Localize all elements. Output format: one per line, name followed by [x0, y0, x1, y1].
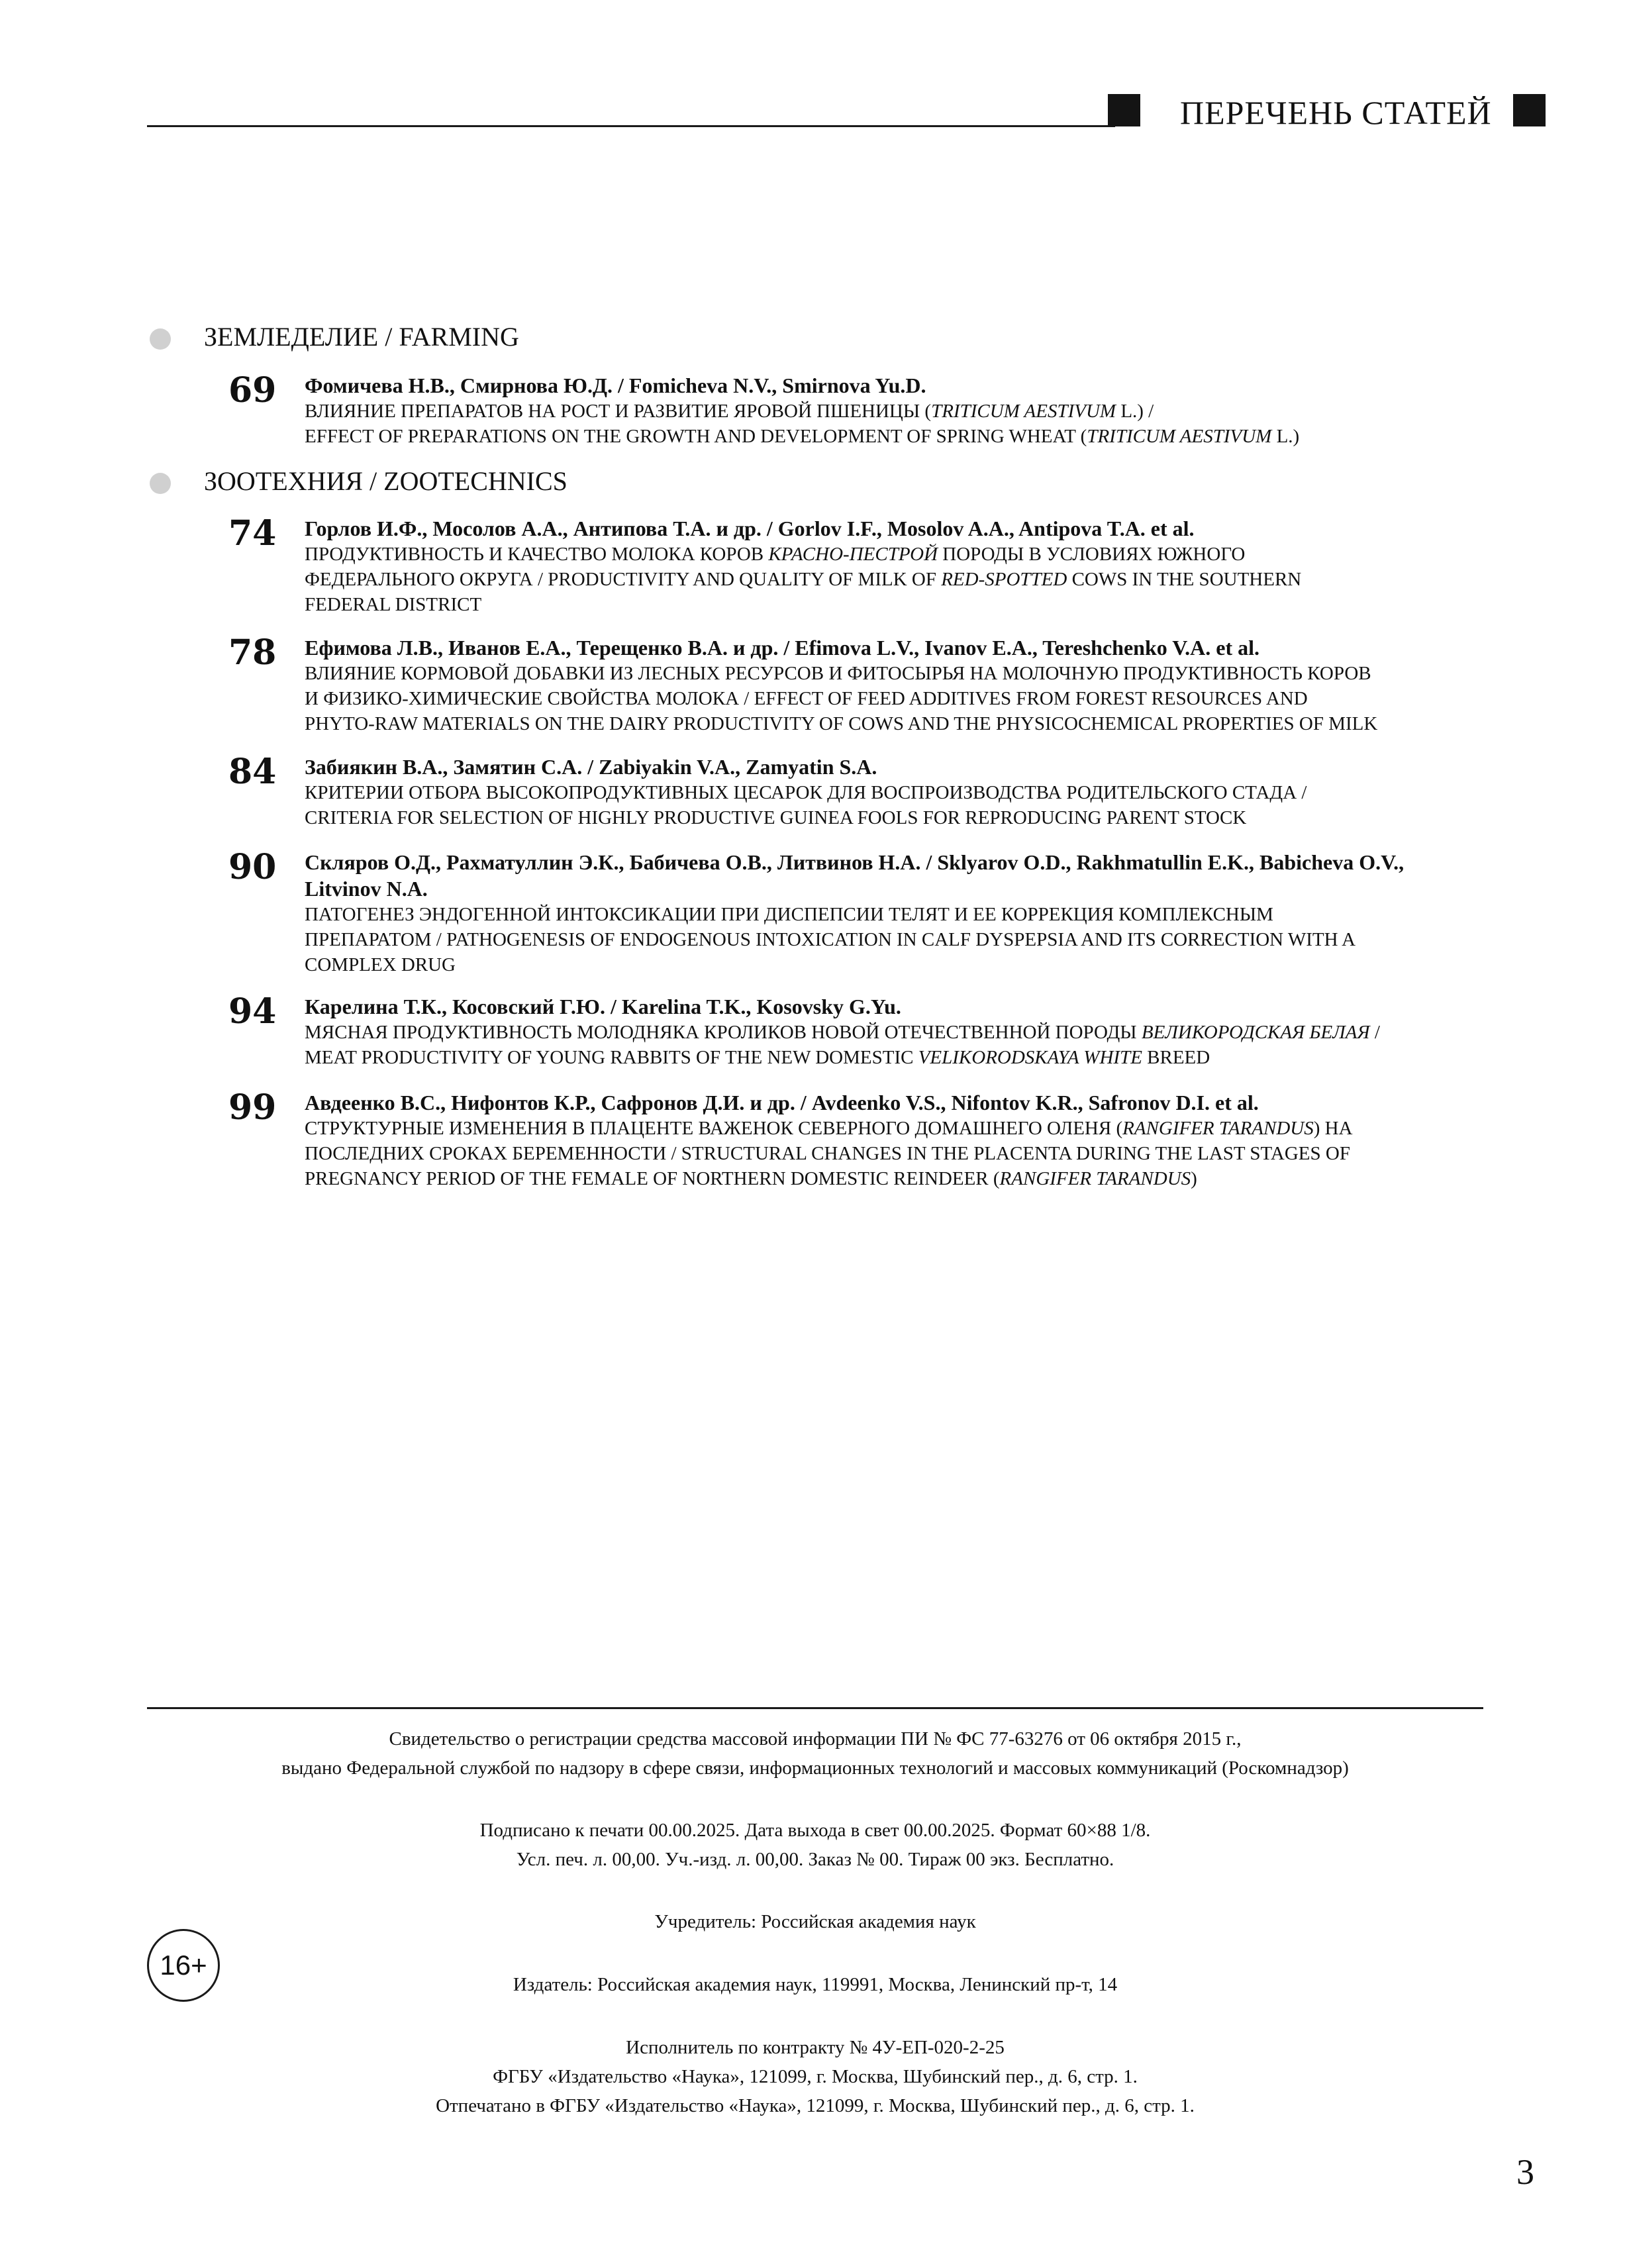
registration-info: [147, 1724, 1483, 1783]
article-page-number: 94: [228, 991, 277, 1032]
print-info-line: Подписано к печати 00.00.2025. Дата выхода в свет 00.00.2025. Формат 60×88 1/8.: [479, 1820, 1151, 1841]
page-number: 3: [1516, 2152, 1534, 2192]
article-page-number: 78: [228, 632, 277, 673]
article-authors: Ефимова Л.В., Иванов Е.А., Терещенко В.А. и др. / Efimova L.V., Ivanov E.A., Tereshchenko V.A. et al.: [305, 636, 1260, 660]
article-authors: Скляров О.Д., Рахматуллин Э.К., Бабичева О.В., Литвинов Н.А. / Sklyarov O.D., Rakhmatullin E.K., Babicheva O.V., Litvinov N.A.: [305, 850, 1405, 901]
article-page-number: 69: [228, 370, 277, 411]
article-page-number: 84: [228, 752, 277, 792]
contractor-line: Отпечатано в ФГБУ «Издательство «Наука», 121099, г. Москва, Шубинский пер., д. 6, стр. 1.: [436, 2095, 1195, 2116]
article-authors: Фомичева Н.В., Смирнова Ю.Д. / Fomicheva N.V., Smirnova Yu.D.: [305, 373, 926, 397]
publisher-info: [147, 1970, 1483, 1999]
print-info: [147, 1816, 1483, 1874]
article-authors: Карелина Т.К., Косовский Г.Ю. / Karelina T.K., Kosovsky G.Yu.: [305, 995, 901, 1018]
section-bullet-icon: [150, 473, 171, 494]
registration-line: выдано Федеральной службой по надзору в сфере связи, информационных технологий и массовых коммуникаций (Роскомнадзор): [281, 1757, 1349, 1779]
founder-line: Учредитель: Российская академия наук: [654, 1911, 976, 1932]
article-authors: Авдеенко В.С., Нифонтов К.Р., Сафронов Д.И. и др. / Avdeenko V.S., Nifontov K.R., Safronov D.I. et al.: [305, 1091, 1259, 1114]
article-title: КРИТЕРИИ ОТБОРА ВЫСОКОПРОДУКТИВНЫХ ЦЕСАРОК ДЛЯ ВОСПРОИЗВОДСТВА РОДИТЕЛЬСКОГО СТАДА / CRITERIA FOR SELECTION OF HIGHLY PRODUCTIVE GUINEA FOOLS FOR REPRODUCING PARENT STOCK: [305, 782, 1307, 828]
age-rating-badge: 16+: [147, 1929, 220, 2002]
footer-rule: [147, 1707, 1483, 1709]
contractor-info: [147, 2033, 1483, 2120]
founder-info: [147, 1907, 1483, 1936]
section-title: ЗООТЕХНИЯ / ZOOTECHNICS: [204, 466, 567, 496]
article-title: ВЛИЯНИЕ ПРЕПАРАТОВ НА РОСТ И РАЗВИТИЕ ЯРОВОЙ ПШЕНИЦЫ (TRITICUM AESTIVUM L.) / EFFECT OF PREPARATIONS ON THE GROWTH AND DEVELOPMENT OF SPRING WHEAT (TRITICUM AESTIVUM L.): [305, 401, 1300, 447]
header-square-right: [1513, 94, 1546, 126]
registration-line: Свидетельство о регистрации средства массовой информации ПИ № ФС 77-63276 от 06 октября 2015 г.,: [389, 1728, 1242, 1750]
article-title: МЯСНАЯ ПРОДУКТИВНОСТЬ МОЛОДНЯКА КРОЛИКОВ НОВОЙ ОТЕЧЕСТВЕННОЙ ПОРОДЫ ВЕЛИКОРОДСКАЯ БЕЛАЯ / MEAT PRODUCTIVITY OF YOUNG RABBITS OF THE NEW DOMESTIC VELIKORODSKAYA WHITE BREED: [305, 1022, 1380, 1068]
article-page-number: 90: [228, 847, 277, 887]
print-info-line: Усл. печ. л. 00,00. Уч.-изд. л. 00,00. Заказ № 00. Тираж 00 экз. Бесплатно.: [516, 1849, 1114, 1870]
article-authors: Забиякин В.А., Замятин С.А. / Zabiyakin V.A., Zamyatin S.A.: [305, 755, 877, 779]
contractor-line: ФГБУ «Издательство «Наука», 121099, г. Москва, Шубинский пер., д. 6, стр. 1.: [493, 2066, 1138, 2087]
contractor-line: Исполнитель по контракту № 4У-ЕП-020-2-25: [626, 2037, 1005, 2058]
article-page-number: 74: [228, 513, 277, 554]
publisher-line: Издатель: Российская академия наук, 119991, Москва, Ленинский пр-т, 14: [513, 1974, 1118, 1995]
page-title: ПЕРЕЧЕНЬ СТАТЕЙ: [1180, 94, 1492, 131]
header-square-left: [1108, 94, 1140, 126]
article-page-number: 99: [228, 1087, 277, 1128]
article-title: СТРУКТУРНЫЕ ИЗМЕНЕНИЯ В ПЛАЦЕНТЕ ВАЖЕНОК СЕВЕРНОГО ДОМАШНЕГО ОЛЕНЯ (RANGIFER TARANDUS) НА ПОСЛЕДНИХ СРОКАХ БЕРЕМЕННОСТИ / STRUCTURAL CHANGES IN THE PLACENTA DURING THE LAST STAGES OF PREGNANCY PERIOD OF THE FEMALE OF NORTHERN DOMESTIC REINDEER (RANGIFER TARANDUS): [305, 1118, 1353, 1189]
article-authors: Горлов И.Ф., Мосолов А.А., Антипова Т.А. и др. / Gorlov I.F., Mosolov A.A., Antipova T.A. et al.: [305, 517, 1195, 540]
article-title: ПАТОГЕНЕЗ ЭНДОГЕННОЙ ИНТОКСИКАЦИИ ПРИ ДИСПЕПСИИ ТЕЛЯТ И ЕЕ КОРРЕКЦИЯ КОМПЛЕКСНЫМ ПРЕПАРАТОМ / PATHOGENESIS OF ENDOGENOUS INTOXICATION IN CALF DYSPEPSIA AND ITS CORRECTION WITH A COMPLEX DRUG: [305, 904, 1356, 975]
header-rule: [147, 125, 1115, 127]
article-title: ПРОДУКТИВНОСТЬ И КАЧЕСТВО МОЛОКА КОРОВ КРАСНО-ПЕСТРОЙ ПОРОДЫ В УСЛОВИЯХ ЮЖНОГО ФЕДЕРАЛЬНОГО ОКРУГА / PRODUCTIVITY AND QUALITY OF MILK OF RED-SPOTTED COWS IN THE SOUTHERN FEDERAL DISTRICT: [305, 544, 1302, 615]
article-title: ВЛИЯНИЕ КОРМОВОЙ ДОБАВКИ ИЗ ЛЕСНЫХ РЕСУРСОВ И ФИТОСЫРЬЯ НА МОЛОЧНУЮ ПРОДУКТИВНОСТЬ КОРОВ И ФИЗИКО-ХИМИЧЕСКИЕ СВОЙСТВА МОЛОКА / EFFECT OF FEED ADDITIVES FROM FOREST RESOURCES AND PHYTO-RAW MATERIALS ON THE DAIRY PRODUCTIVITY OF COWS AND THE PHYSICOCHEMICAL PROPERTIES OF MILK: [305, 663, 1378, 734]
section-bullet-icon: [150, 328, 171, 350]
section-title: ЗЕМЛЕДЕЛИЕ / FARMING: [204, 322, 519, 352]
